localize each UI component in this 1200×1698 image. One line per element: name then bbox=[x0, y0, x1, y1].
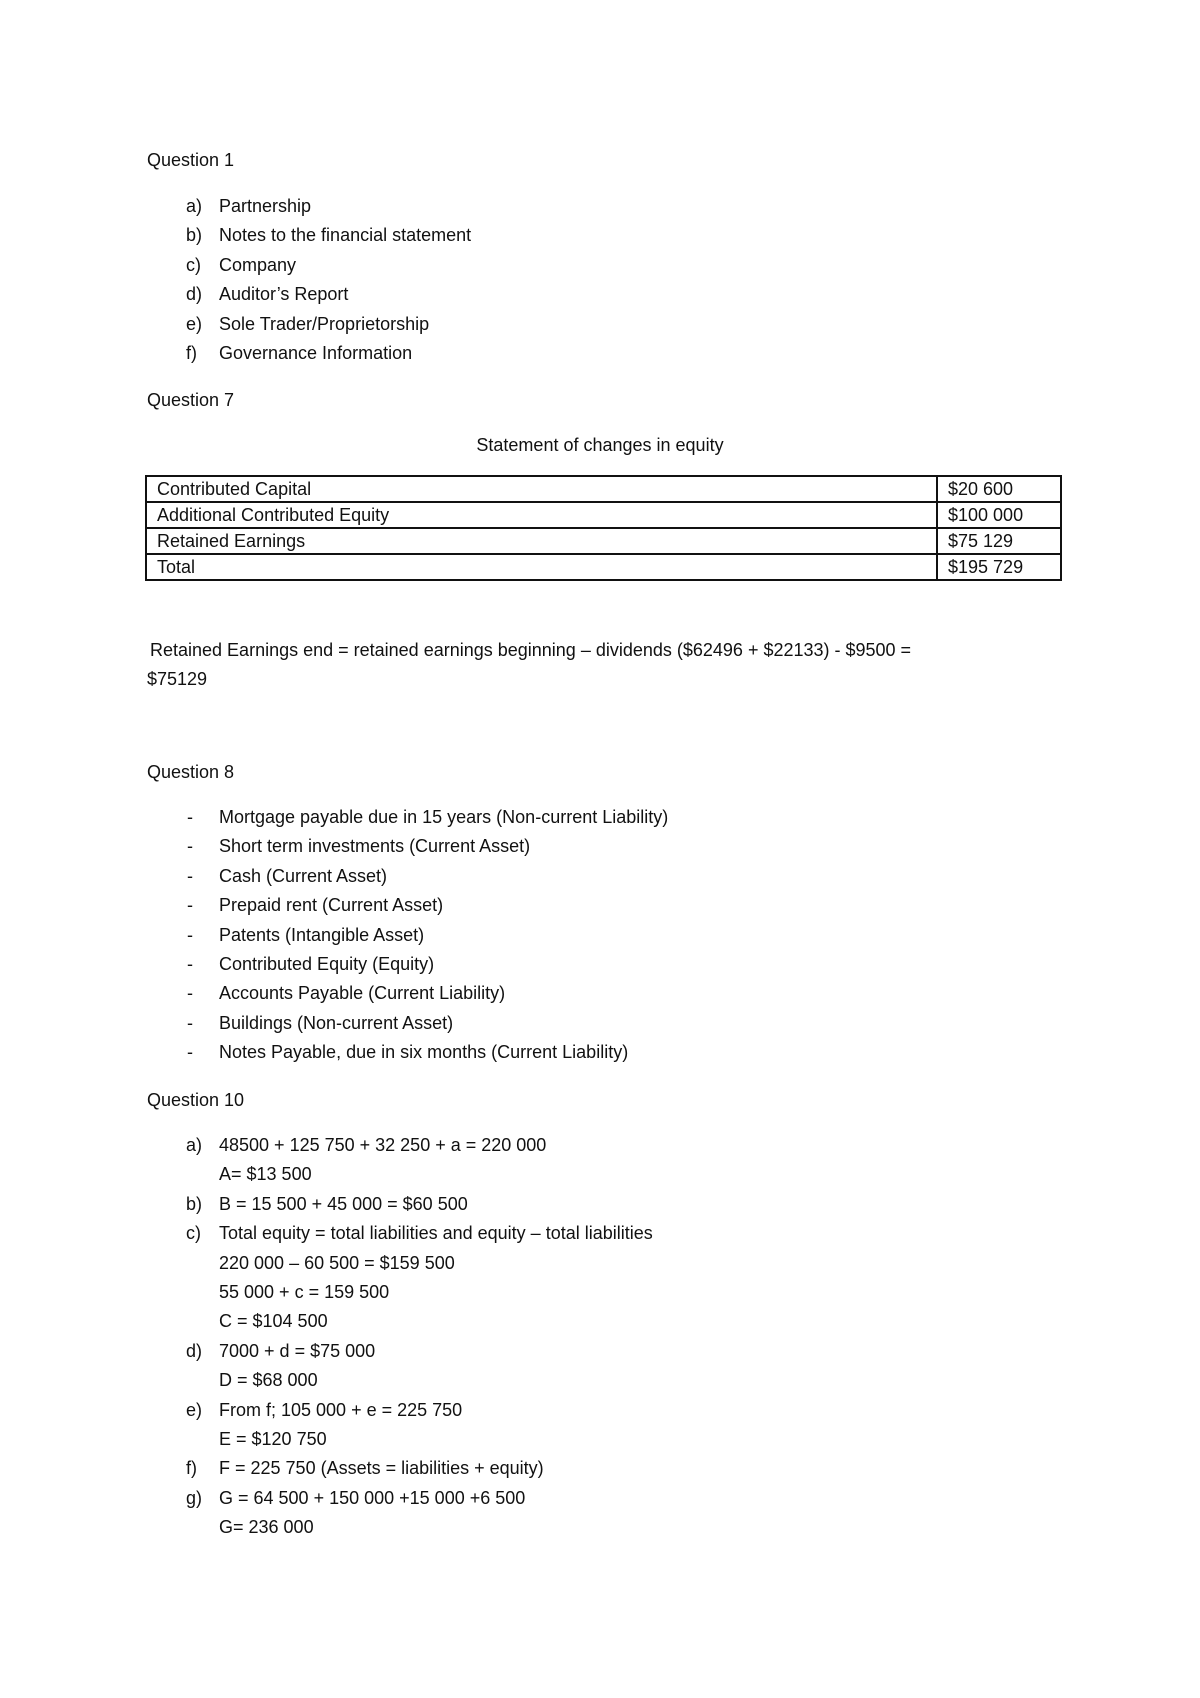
list-item-text: A= $13 500 bbox=[219, 1164, 312, 1185]
list-item-text: 220 000 – 60 500 = $159 500 bbox=[219, 1252, 455, 1273]
table-cell-amount: $20 600 bbox=[937, 476, 1061, 502]
list-marker: d) bbox=[186, 284, 203, 305]
list-item-text: Auditor’s Report bbox=[219, 284, 349, 305]
list-item-text: 48500 + 125 750 + 32 250 + a = 220 000 bbox=[219, 1135, 547, 1155]
note-line: $75129 bbox=[147, 669, 208, 689]
dash-marker: - bbox=[187, 865, 193, 886]
dash-marker: - bbox=[187, 1012, 193, 1033]
list-item-text: B = 15 500 + 45 000 = $60 500 bbox=[219, 1193, 468, 1214]
list-item-text: 7000 + d = $75 000 bbox=[219, 1340, 376, 1361]
list-item-text: Cash (Current Asset) bbox=[219, 865, 388, 886]
question-8-heading: Question 8 bbox=[147, 762, 235, 782]
table-cell-label: Total bbox=[146, 554, 937, 580]
list-item-text: Short term investments (Current Asset) bbox=[219, 836, 531, 857]
list-marker: b) bbox=[186, 225, 203, 246]
table-cell-label: Contributed Capital bbox=[146, 476, 937, 502]
list-item-text: Accounts Payable (Current Liability) bbox=[219, 983, 506, 1004]
list-item-text: Total equity = total liabilities and equity – total liabilities bbox=[219, 1223, 653, 1244]
question-10-heading: Question 10 bbox=[147, 1090, 245, 1110]
list-item-text: Prepaid rent (Current Asset) bbox=[219, 895, 444, 916]
list-item-text: D = $68 000 bbox=[219, 1370, 318, 1391]
table-row bbox=[146, 528, 1061, 554]
dash-marker: - bbox=[187, 895, 193, 916]
retained-earnings-note bbox=[147, 636, 1050, 694]
list-marker: a) bbox=[186, 196, 203, 216]
equity-table bbox=[145, 475, 1062, 581]
dash-marker: - bbox=[187, 953, 193, 974]
question-7-heading: Question 7 bbox=[147, 390, 235, 410]
dash-marker: - bbox=[187, 807, 193, 827]
list-marker: e) bbox=[186, 1399, 203, 1420]
list-item-text: Company bbox=[219, 254, 297, 275]
list-marker: b) bbox=[186, 1193, 203, 1214]
list-item-text: G = 64 500 + 150 000 +15 000 +6 500 bbox=[219, 1487, 526, 1508]
table-title: Statement of changes in equity bbox=[476, 435, 724, 455]
list-marker: c) bbox=[186, 1223, 201, 1244]
list-item-text: 55 000 + c = 159 500 bbox=[219, 1281, 390, 1302]
list-item-text: Notes to the financial statement bbox=[219, 225, 472, 246]
list-marker: g) bbox=[186, 1487, 203, 1508]
list-marker: d) bbox=[186, 1340, 203, 1361]
list-item-text: F = 225 750 (Assets = liabilities + equity) bbox=[219, 1458, 544, 1479]
list-item-text: Mortgage payable due in 15 years (Non-current Liability) bbox=[219, 807, 669, 827]
question-1-heading: Question 1 bbox=[147, 150, 235, 170]
list-marker: f) bbox=[186, 1458, 197, 1479]
table-row bbox=[146, 502, 1061, 528]
dash-marker: - bbox=[187, 1042, 193, 1063]
list-marker: a) bbox=[186, 1135, 203, 1155]
list-item-text: Patents (Intangible Asset) bbox=[219, 924, 425, 945]
table-cell-label: Retained Earnings bbox=[146, 528, 937, 554]
table-cell-label: Additional Contributed Equity bbox=[146, 502, 937, 528]
table-cell-amount: $100 000 bbox=[937, 502, 1061, 528]
list-item-text: Governance Information bbox=[219, 342, 413, 363]
list-item-text: E = $120 750 bbox=[219, 1428, 327, 1449]
list-item-text: Partnership bbox=[219, 196, 312, 216]
list-marker: e) bbox=[186, 313, 203, 334]
table-cell-amount: $195 729 bbox=[937, 554, 1061, 580]
list-item-text: Sole Trader/Proprietorship bbox=[219, 313, 430, 334]
list-item-text: C = $104 500 bbox=[219, 1311, 328, 1332]
dash-marker: - bbox=[187, 836, 193, 857]
table-cell-amount: $75 129 bbox=[937, 528, 1061, 554]
list-marker: c) bbox=[186, 254, 201, 275]
dash-marker: - bbox=[187, 983, 193, 1004]
list-item-text: G= 236 000 bbox=[219, 1517, 314, 1538]
note-line: Retained Earnings end = retained earnings beginning – dividends ($62496 + $22133) - $9500 = bbox=[150, 640, 912, 660]
list-item-text: Notes Payable, due in six months (Current Liability) bbox=[219, 1042, 629, 1063]
list-item-text: Contributed Equity (Equity) bbox=[219, 953, 435, 974]
list-marker: f) bbox=[186, 342, 197, 363]
list-item-text: From f; 105 000 + e = 225 750 bbox=[219, 1399, 463, 1420]
list-item-text: Buildings (Non-current Asset) bbox=[219, 1012, 454, 1033]
table-row bbox=[146, 554, 1061, 580]
table-row bbox=[146, 476, 1061, 502]
dash-marker: - bbox=[187, 924, 193, 945]
